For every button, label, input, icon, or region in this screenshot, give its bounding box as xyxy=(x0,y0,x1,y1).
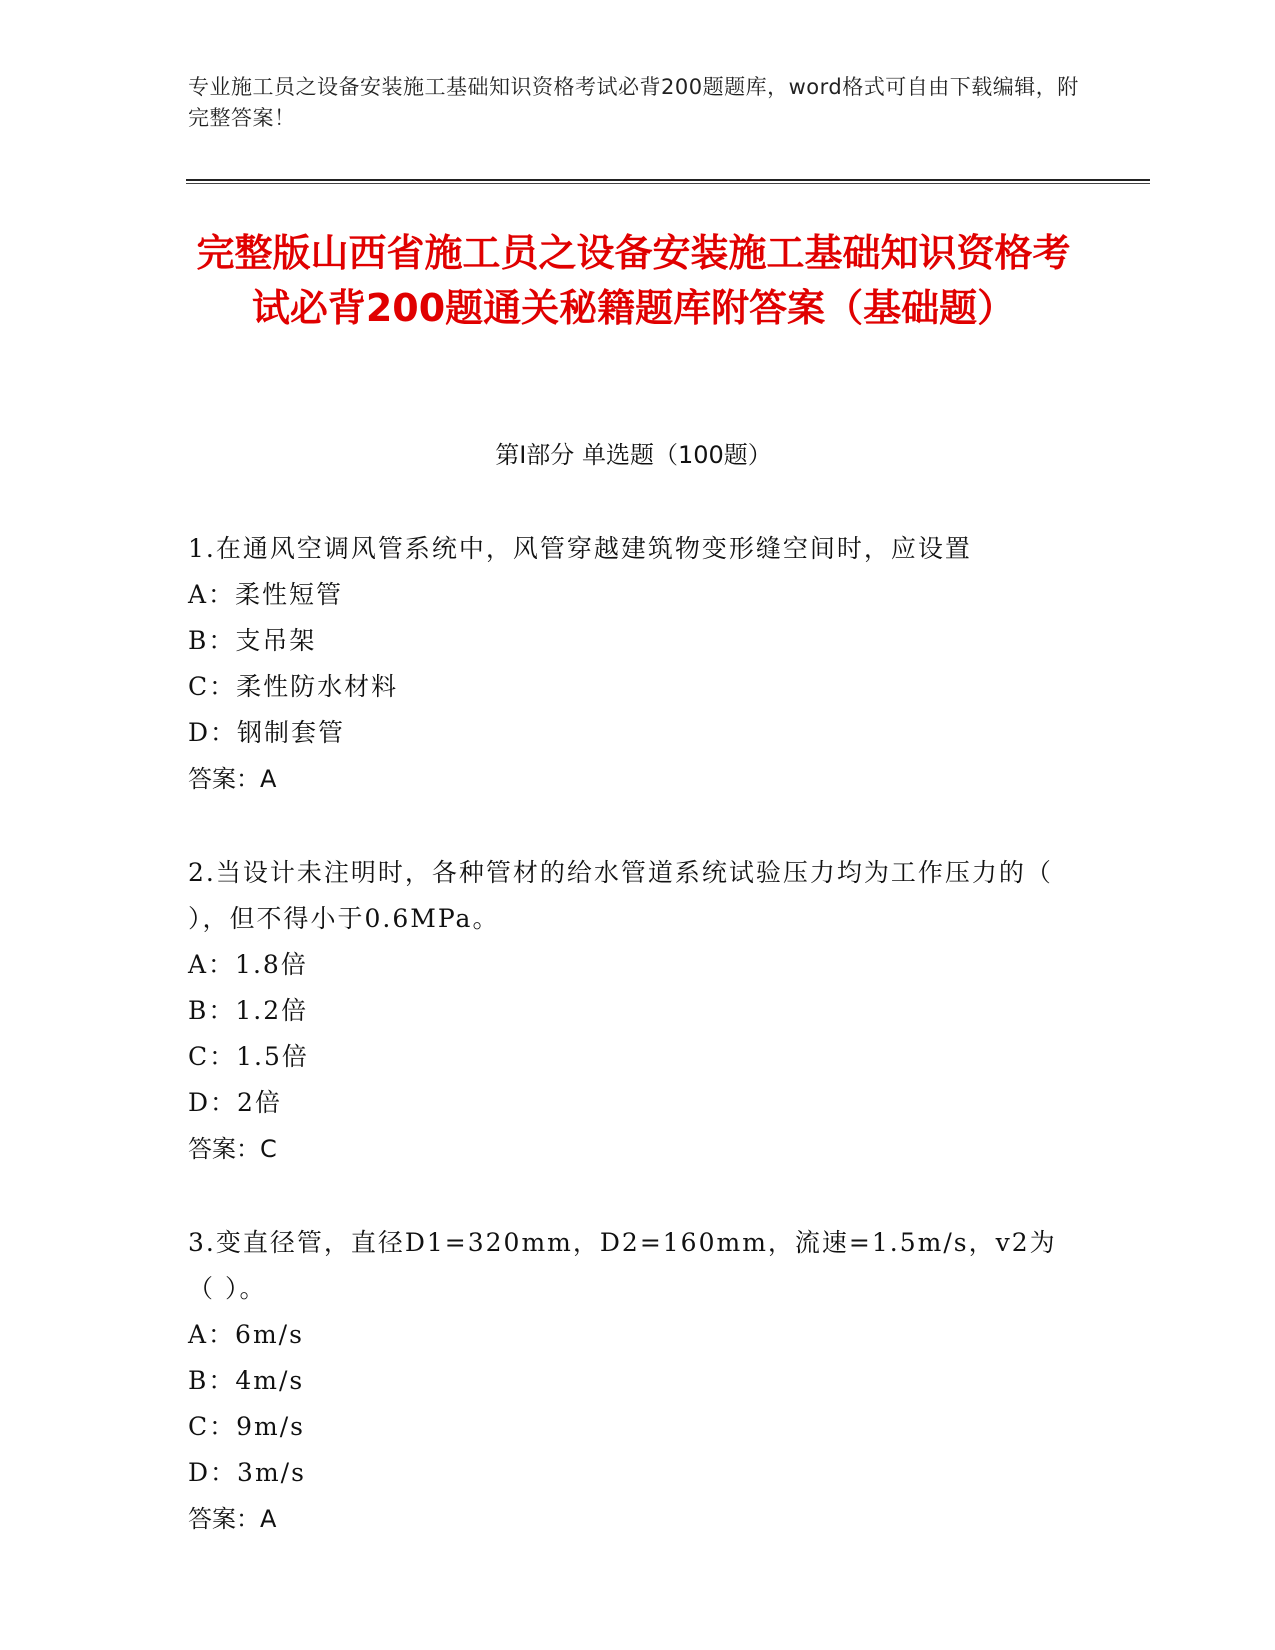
option-c: C：1.5倍 xyxy=(188,1042,309,1071)
section-heading: 第I部分 单选题（100题） xyxy=(495,441,772,469)
option-d: D：3m/s xyxy=(188,1458,306,1487)
option-d: D：2倍 xyxy=(188,1088,282,1117)
header-note: 专业施工员之设备安装施工基础知识资格考试必背200题题库，word格式可自由下载编辑，附完整答案！ xyxy=(188,75,1079,130)
option-b: B：4m/s xyxy=(188,1366,305,1395)
option-c: C：9m/s xyxy=(188,1412,305,1441)
answer-line: 答案：A xyxy=(188,1505,277,1533)
question-stem: 3.变直径管，直径D1=320mm，D2=160mm，流速=1.5m/s，v2为（ ）。 xyxy=(188,1228,1057,1303)
option-b: B：1.2倍 xyxy=(188,996,309,1025)
option-a: A：1.8倍 xyxy=(188,950,308,979)
answer-line: 答案：C xyxy=(188,1135,277,1163)
option-b: B：支吊架 xyxy=(188,626,317,655)
option-d: D：钢制套管 xyxy=(188,718,346,747)
document-title: 完整版山西省施工员之设备安装施工基础知识资格考试必背200题通关秘籍题库附答案（基础题） xyxy=(196,231,1071,330)
question-1 xyxy=(188,526,1068,802)
question-list xyxy=(188,526,1068,1590)
header-divider-thick xyxy=(186,179,1150,181)
option-c: C：柔性防水材料 xyxy=(188,672,399,701)
question-stem: 2.当设计未注明时，各种管材的给水管道系统试验压力均为工作压力的（ ），但不得小于0.6MPa。 xyxy=(188,858,1053,933)
question-3 xyxy=(188,1220,1068,1542)
header-divider-thin xyxy=(186,183,1150,184)
question-2 xyxy=(188,850,1068,1172)
option-a: A：柔性短管 xyxy=(188,580,344,609)
option-a: A：6m/s xyxy=(188,1320,304,1349)
question-stem: 1.在通风空调风管系统中，风管穿越建筑物变形缝空间时，应设置 xyxy=(188,534,972,563)
answer-line: 答案：A xyxy=(188,765,277,793)
